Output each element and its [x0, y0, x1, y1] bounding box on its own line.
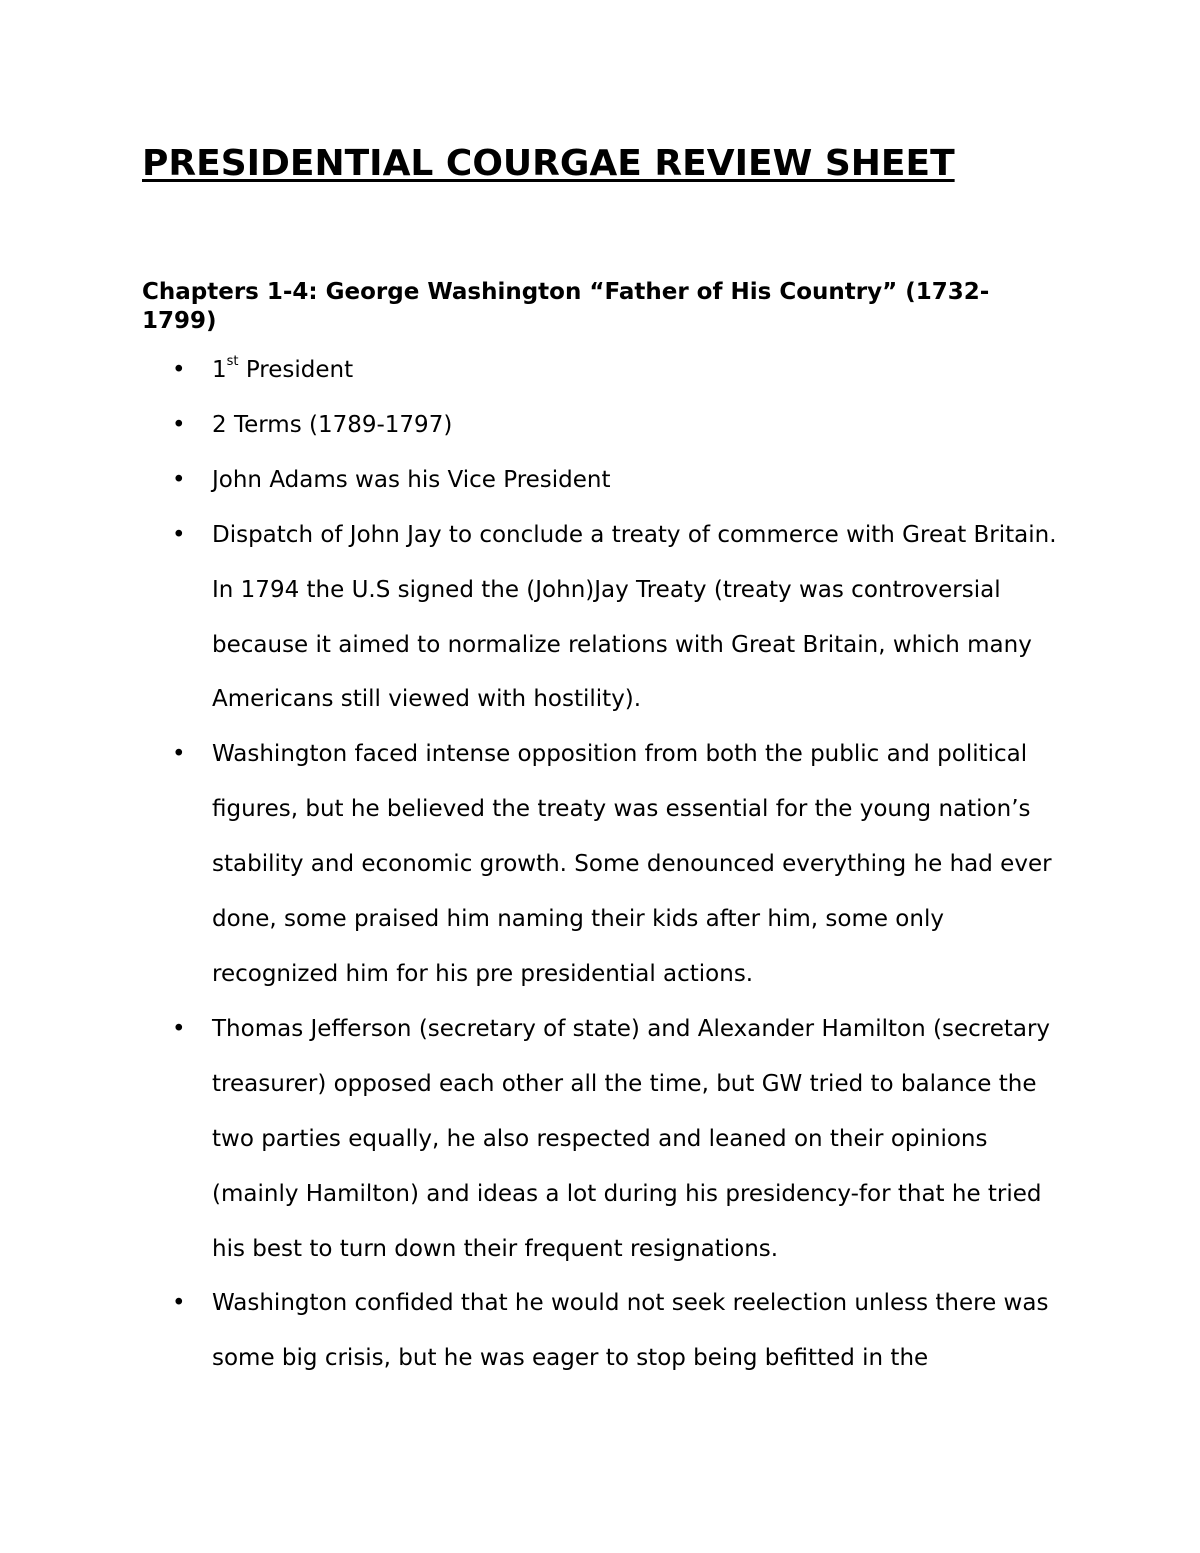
bullet-list — [142, 343, 1062, 1386]
list-item-cabinet: • Thomas Jefferson (secretary of state) and Alexander Hamilton (secretary treasurer) opposed each other all the time, but GW tried to balance the two parties equally, he also respected and leaned on their opinions (mainly Hamilton) and ideas a lot during his presidency-for that he tried his best to turn down their frequent resignations. — [142, 1002, 1062, 1277]
chapter-heading: Chapters 1-4: George Washington “Father of His Country” (1732-1799) — [142, 279, 990, 334]
ordinal-suffix: st — [226, 354, 239, 370]
page-title: PRESIDENTIAL COURGAE REVIEW SHEET — [142, 143, 955, 184]
first-president-text: President — [238, 357, 354, 383]
ordinal-number: 1 — [212, 357, 227, 383]
list-item-reelection: • Washington confided that he would not seek reelection unless there was some big crisis, but he was eager to stop being befitted in the — [142, 1276, 1062, 1386]
list-item-terms: • 2 Terms (1789-1797) — [142, 398, 1062, 453]
list-item-jay-treaty: • Dispatch of John Jay to conclude a treaty of commerce with Great Britain. In 1794 the U.S signed the (John)Jay Treaty (treaty was controversial because it aimed to normalize relations with Great Britain, which many Americans still viewed with hostility). — [142, 508, 1062, 728]
list-item-opposition: • Washington faced intense opposition from both the public and political figures, but he believed the treaty was essential for the young nation’s stability and economic growth. Some denounced everything he had ever done, some praised him naming their kids after him, some only recognized him for his pre presidential actions. — [142, 727, 1062, 1002]
list-item-vice-president: • John Adams was his Vice President — [142, 453, 1062, 508]
list-item-first-president — [142, 343, 1062, 398]
